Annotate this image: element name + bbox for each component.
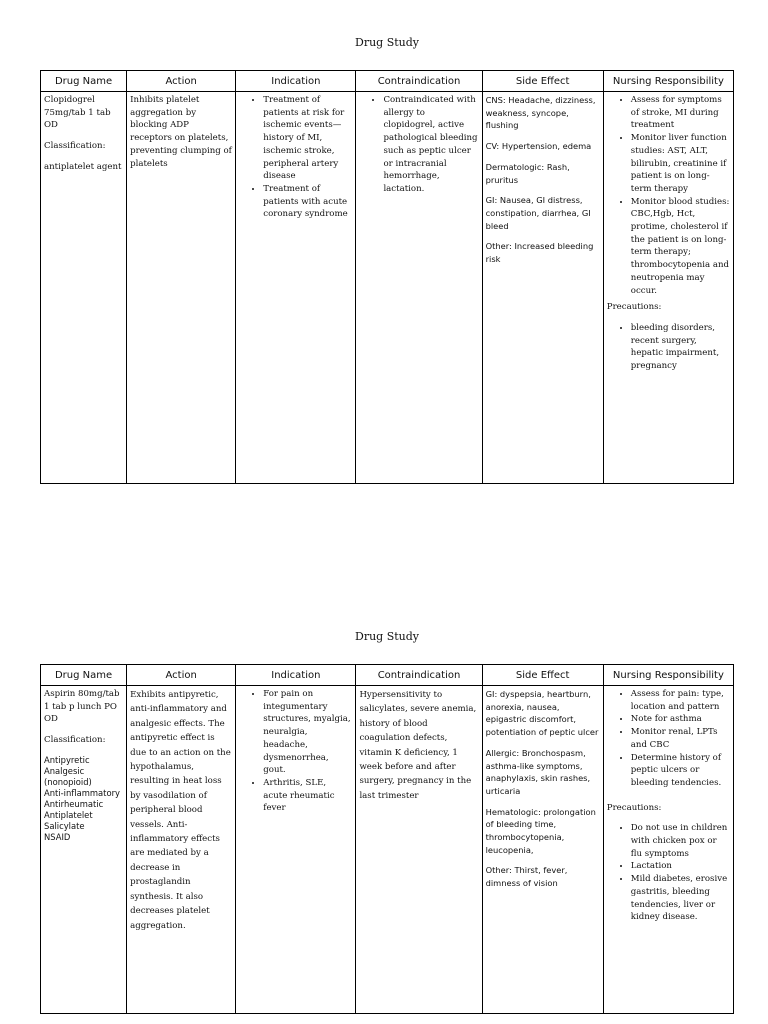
- precautions-list: [607, 322, 730, 373]
- nursing-responsibility-cell: [603, 92, 733, 484]
- list-item: • Lactation: [631, 860, 730, 873]
- table-header-row: [41, 71, 734, 92]
- list-item: • For pain on integumentary structures, myalgia, neuralgia, headache, dysmenorrhea, gout.: [263, 688, 352, 777]
- header-contraindication: Contraindication: [356, 665, 482, 686]
- list-item: • Do not use in children with chicken pox or flu symptoms: [631, 822, 730, 860]
- classification-value: Anti-inflammatory: [44, 787, 120, 798]
- header-action: Action: [127, 665, 236, 686]
- classification-value: Analgesic (nonopioid): [44, 765, 92, 787]
- side-effect-label: Other:: [485, 865, 512, 876]
- header-nursing-responsibility: Nursing Responsibility: [603, 665, 733, 686]
- side-effect-entry: [486, 806, 600, 857]
- side-effect-cell: [482, 92, 603, 484]
- side-effect-text: Increased bleeding risk: [485, 241, 594, 265]
- contraindication-text: Hypersensitivity to salicylates, severe anemia, history of blood coagulation defects, vitamin K deficiency, 1 week before and after surgery, pregnancy in the last trimester: [359, 690, 477, 801]
- side-effect-label: Other:: [485, 241, 512, 252]
- precautions-label: Precautions:: [606, 302, 662, 313]
- list-item: • bleeding disorders, recent surgery, hepatic impairment, pregnancy: [631, 322, 730, 373]
- list-item: • Contraindicated with allergy to clopidogrel, active pathological bleeding such as peptic ulcer or intracranial hemorrhage, lactation.: [383, 94, 478, 196]
- side-effect-entry: [486, 140, 600, 153]
- side-effect-entry: [486, 194, 600, 232]
- list-item: • Monitor blood studies: CBC,Hgb, Hct, protime, cholesterol if the patient is on long-term therapy; thrombocytopenia and neutropenia may occur.: [631, 196, 730, 298]
- side-effect-label: Allergic:: [485, 747, 520, 758]
- side-effect-entry: [486, 161, 600, 186]
- drug-study-table: [40, 70, 734, 484]
- list-item: • Monitor renal, LPTs and CBC: [631, 726, 730, 751]
- action-cell: [127, 92, 236, 484]
- drug-study-table: [40, 664, 734, 1014]
- classification-value: Antiplatelet: [44, 809, 93, 820]
- header-drug-name: Drug Name: [41, 71, 127, 92]
- indication-list: [239, 688, 352, 815]
- side-effect-entry: [486, 240, 600, 265]
- list-item: • Determine history of peptic ulcers or bleeding tendencies.: [631, 752, 730, 790]
- drug-name: Aspirin 80mg/tab 1 tab p lunch PO OD: [44, 689, 120, 725]
- indication-cell: [236, 686, 356, 1014]
- table-header-row: [41, 665, 734, 686]
- side-effect-entry: [486, 747, 600, 798]
- action-cell: [127, 686, 236, 1014]
- side-effect-label: CV:: [485, 141, 500, 152]
- nursing-responsibility-cell: [603, 686, 733, 1014]
- side-effect-entry: [486, 94, 600, 132]
- list-item: • Note for asthma: [631, 713, 730, 726]
- indication-list: [239, 94, 352, 221]
- drug-study-clopidogrel: [40, 0, 734, 490]
- classification-list: [44, 755, 123, 843]
- drug-name-cell: [41, 92, 127, 484]
- side-effect-text: Rash, pruritus: [485, 161, 570, 185]
- classification-value: Antipyretic: [44, 754, 90, 765]
- side-effect-text: Nausea, GI distress, constipation, diarrhea, GI bleed: [485, 195, 591, 231]
- page-title: Drug Study: [355, 630, 419, 643]
- side-effect-label: Dermatologic:: [485, 161, 545, 172]
- header-side-effect: Side Effect: [482, 71, 603, 92]
- list-item: • Assess for pain: type, location and pattern: [631, 688, 730, 713]
- header-drug-name: Drug Name: [41, 665, 127, 686]
- action-text: Exhibits antipyretic, anti-inflammatory and analgesic effects. The antipyretic effect is due to an action on the hypothalamus, resulting in heat loss by vasodilation of peripheral blood vessels. Anti-inflammatory effects are mediated by a decrease in prostaglandin synthesis. It also decreases platelet aggregation.: [130, 690, 231, 931]
- list-item: • Assess for symptoms of stroke, MI during treatment: [631, 94, 730, 132]
- table-row: [41, 686, 734, 1014]
- header-side-effect: Side Effect: [482, 665, 603, 686]
- contraindication-list: [359, 94, 478, 196]
- list-item: • Treatment of patients at risk for ischemic events—history of MI, ischemic stroke, peripheral artery disease: [263, 94, 352, 183]
- header-indication: Indication: [236, 665, 356, 686]
- precautions-label: Precautions:: [606, 802, 662, 813]
- classification-value: Antirheumatic: [44, 798, 104, 809]
- list-item: • Treatment of patients with acute coronary syndrome: [263, 183, 352, 221]
- page-title: Drug Study: [355, 36, 419, 49]
- action-text: Inhibits platelet aggregation by blocking ADP receptors on platelets, preventing clumping of platelets: [130, 95, 232, 169]
- side-effect-label: Hematologic:: [485, 806, 541, 817]
- drug-name-cell: [41, 686, 127, 1014]
- drug-study-aspirin: [40, 596, 734, 1024]
- side-effect-entry: [486, 688, 600, 739]
- classification-value: Salicylate: [44, 820, 85, 831]
- list-item: • Arthritis, SLE, acute rheumatic fever: [263, 777, 352, 815]
- side-effect-label: GI:: [485, 195, 498, 206]
- nursing-list: [607, 94, 730, 297]
- side-effect-entry: [486, 864, 600, 889]
- precautions-list: [607, 822, 730, 924]
- drug-name: Clopidogrel 75mg/tab 1 tab OD: [44, 95, 111, 131]
- contraindication-cell: [356, 686, 482, 1014]
- header-nursing-responsibility: Nursing Responsibility: [603, 71, 733, 92]
- side-effect-label: GI:: [485, 689, 498, 699]
- contraindication-cell: [356, 92, 482, 484]
- header-action: Action: [127, 71, 236, 92]
- nursing-list: [607, 688, 730, 790]
- classification-value: antiplatelet agent: [44, 161, 122, 172]
- classification-label: Classification:: [44, 735, 106, 746]
- side-effect-label: CNS:: [485, 95, 506, 105]
- table-row: [41, 92, 734, 484]
- side-effect-text: prolongation of bleeding time, thrombocytopenia, leucopenia,: [485, 806, 596, 855]
- classification-value: NSAID: [44, 831, 71, 842]
- indication-cell: [236, 92, 356, 484]
- header-indication: Indication: [236, 71, 356, 92]
- side-effect-text: Headache, dizziness, weakness, syncope, flushing: [485, 95, 596, 131]
- side-effect-cell: [482, 686, 603, 1014]
- list-item: • Monitor liver function studies: AST, ALT, bilirubin, creatinine if patient is on long-term therapy: [631, 132, 730, 196]
- side-effect-text: Hypertension, edema: [499, 141, 592, 152]
- classification-label: Classification:: [44, 141, 106, 152]
- list-item: • Mild diabetes, erosive gastritis, bleeding tendencies, liver or kidney disease.: [631, 873, 730, 924]
- side-effect-text: dyspepsia, heartburn, anorexia, nausea, epigastric discomfort, potentiation of peptic ulcer: [485, 689, 599, 738]
- side-effect-text: Thirst, fever, dimness of vision: [485, 865, 568, 889]
- header-contraindication: Contraindication: [356, 71, 482, 92]
- side-effect-text: Bronchospasm, asthma-like symptoms, anaphylaxis, skin rashes, urticaria: [485, 747, 591, 796]
